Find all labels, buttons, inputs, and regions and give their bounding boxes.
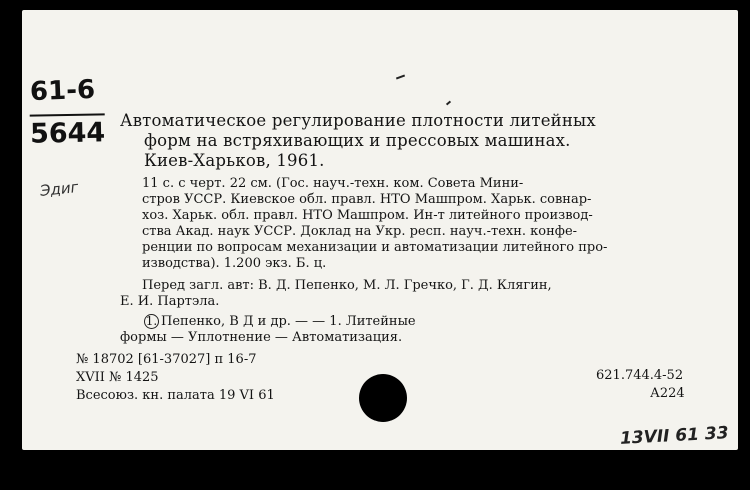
authors-line-2: Е. И. Партэла.: [120, 294, 220, 309]
subject-line-1: [144, 314, 416, 329]
handwritten-bottom-note: 13VII 61 33: [619, 423, 730, 449]
description-line-3: хоз. Харьк. обл. правл. НТО Машпром. Ин-т литейного производ-: [142, 208, 593, 223]
author-code: А224: [650, 386, 685, 401]
title-line-1: Автоматическое регулирование плотности литейных: [120, 111, 596, 130]
authors-line-1: Перед загл. авт: В. Д. Пепенко, М. Л. Гречко, Г. Д. Клягин,: [142, 278, 552, 293]
registry-line-3: Всесоюз. кн. палата 19 VI 61: [76, 388, 275, 403]
handwritten-card-number: 5644: [30, 113, 106, 149]
description-line-5: ренции по вопросам механизации и автоматизации литейного про-: [142, 240, 608, 255]
description-line-2: стров УССР. Киевское обл. правл. НТО Машпром. Харьк. совнар-: [142, 192, 592, 207]
registry-line-2: XVII № 1425: [76, 370, 159, 385]
stray-mark: [396, 75, 405, 80]
title-line-2: форм на встряхивающих и прессовых машинах.: [144, 131, 571, 150]
title-line-3: Киев-Харьков, 1961.: [144, 151, 325, 170]
punched-hole: [359, 374, 407, 422]
description-line-1: 11 с. с черт. 22 см. (Гос. науч.-техн. ком. Совета Мини-: [142, 176, 524, 191]
registry-line-1: № 18702 [61-37027] п 16-7: [76, 352, 257, 367]
handwritten-side-note: Эдиг: [39, 178, 80, 200]
udc-number: 621.744.4-52: [596, 368, 684, 383]
subject-text: Пепенко, В Д и др. — — 1. Литейные: [161, 314, 416, 329]
circled-number: 1.: [145, 314, 158, 328]
description-line-6: изводства). 1.200 экз. Б. ц.: [142, 256, 327, 271]
handwritten-shelfmark: 61-6: [29, 74, 96, 108]
description-line-4: ства Акад. наук УССР. Доклад на Укр. респ. науч.-техн. конфе-: [142, 224, 578, 239]
subject-line-2: формы — Уплотнение — Автоматизация.: [120, 330, 403, 345]
stray-mark: [446, 101, 451, 106]
scan-edge-strip: [0, 0, 22, 490]
